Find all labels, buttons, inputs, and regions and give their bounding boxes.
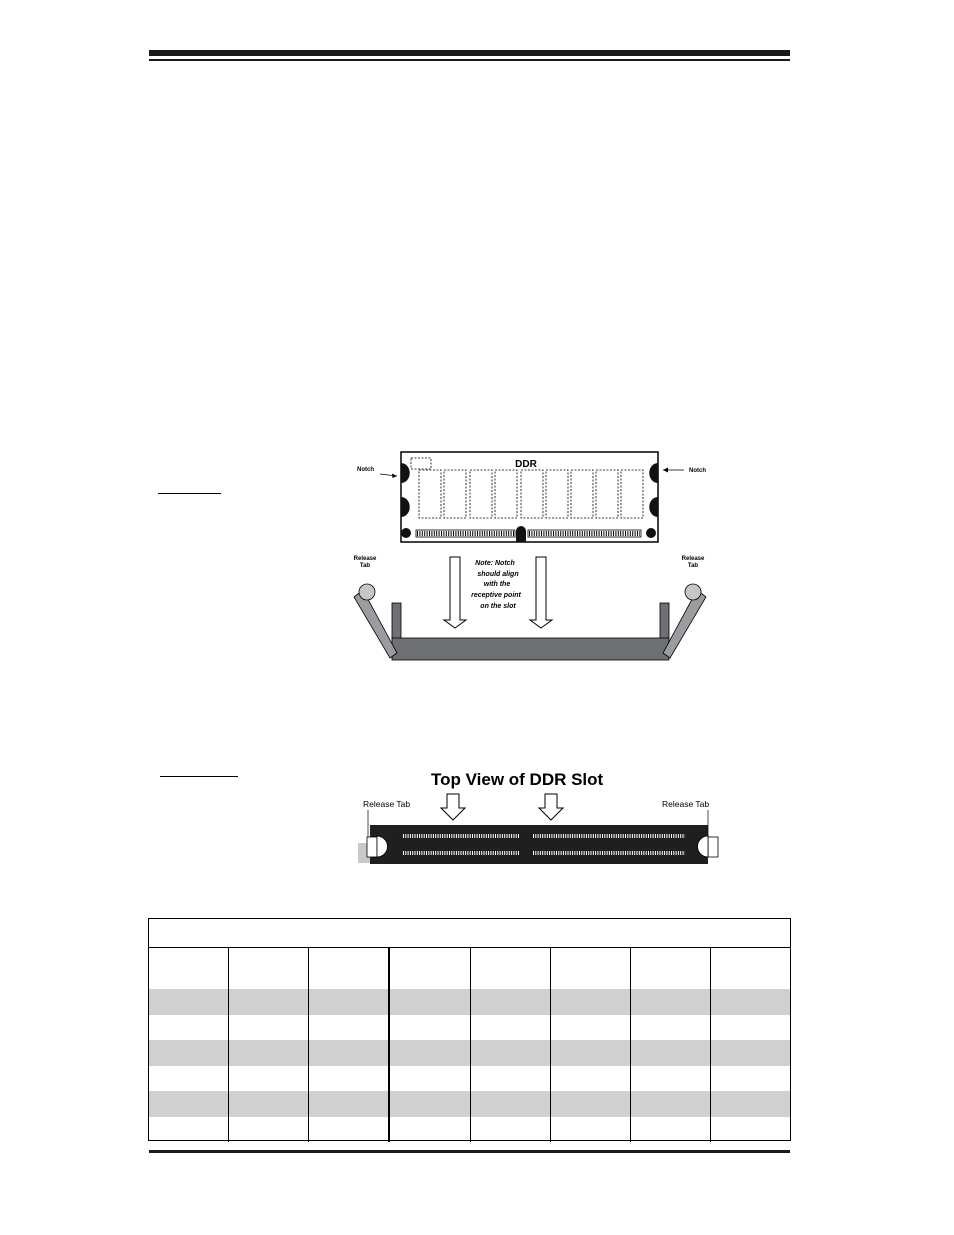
table-row: [149, 1040, 790, 1066]
notch-label-right: Notch: [689, 468, 706, 474]
release-tab-right-line-2: Tab: [687, 563, 699, 569]
table-cell: [388, 989, 469, 1015]
table-cell: [228, 1066, 308, 1092]
table-row: [149, 1015, 790, 1041]
release-tab-left-line-2: Tab: [359, 563, 371, 569]
insertion-arrow-right: [530, 557, 552, 628]
table-cell: [149, 989, 228, 1015]
table-header-cell: [149, 948, 228, 989]
table-cell: [388, 1040, 469, 1066]
note-line-2: should align: [477, 571, 519, 578]
release-tab-lever-left: [354, 584, 397, 658]
top-view-release-tab-left: [367, 836, 388, 857]
table-cell: [388, 1015, 469, 1041]
table-cell: [710, 1066, 790, 1092]
release-tab-label-right: [682, 556, 705, 569]
table-cell: [630, 1091, 710, 1117]
table-cell: [550, 989, 630, 1015]
table-cell: [228, 1117, 308, 1143]
table-cell: [630, 1015, 710, 1041]
table-cell: [630, 1040, 710, 1066]
table-cell: [470, 1066, 550, 1092]
table-row: [149, 1066, 790, 1092]
top-view-title: Top View of DDR Slot: [431, 770, 604, 789]
ddr-module-label: DDR: [515, 459, 537, 470]
table-header-cell: [228, 948, 308, 989]
table-cell: [388, 1091, 469, 1117]
table-cell: [308, 1040, 388, 1066]
table-cell: [228, 1091, 308, 1117]
top-view-release-tab-left-label: Release Tab: [363, 799, 411, 809]
header-rule-thin: [149, 59, 790, 61]
release-tab-label-left: [354, 556, 377, 569]
figure-caption-underline-1: [158, 493, 221, 494]
note-line-3: with the: [483, 581, 511, 588]
ddr-slot-side: [392, 603, 669, 660]
table-cell: [388, 1117, 469, 1143]
note-line-5: on the slot: [480, 603, 516, 610]
table-row: [149, 1091, 790, 1117]
top-view-release-tab-right-label: Release Tab: [662, 799, 710, 809]
table-cell: [228, 1040, 308, 1066]
table-row: [149, 989, 790, 1015]
table-header-cell: [308, 948, 388, 989]
table-cell: [388, 1066, 469, 1092]
table-cell: [149, 1091, 228, 1117]
insertion-arrow-left: [444, 557, 466, 628]
table-header-row: [149, 948, 790, 989]
table-cell: [308, 1117, 388, 1143]
table-header-cell: [388, 948, 469, 989]
table-cell: [630, 989, 710, 1015]
table-cell: [470, 989, 550, 1015]
release-tab-left-line-1: Release: [353, 556, 377, 562]
table-cell: [710, 1091, 790, 1117]
table-cell: [630, 1066, 710, 1092]
table-cell: [308, 1091, 388, 1117]
ddr-slot-top-view-diagram: [355, 765, 735, 870]
table-header-cell: [470, 948, 550, 989]
table-cell: [308, 1066, 388, 1092]
table-cell: [308, 1015, 388, 1041]
table-cell: [550, 1015, 630, 1041]
top-view-release-tab-right: [698, 836, 719, 857]
header-rule-thick: [149, 50, 790, 56]
table-cell: [228, 989, 308, 1015]
footer-rule: [149, 1150, 790, 1153]
table-cell: [149, 1066, 228, 1092]
alignment-note: [471, 560, 521, 610]
top-view-arrow-left: [441, 794, 465, 820]
table-cell: [710, 1015, 790, 1041]
table-cell: [228, 1015, 308, 1041]
table-body: [149, 989, 790, 1142]
table-cell: [710, 1117, 790, 1143]
table-header-cell: [550, 948, 630, 989]
release-tab-lever-right: [663, 584, 706, 658]
table-header-cell: [630, 948, 710, 989]
table-title-row: [149, 919, 790, 948]
table-cell: [550, 1040, 630, 1066]
table-cell: [550, 1091, 630, 1117]
table-cell: [149, 1040, 228, 1066]
table-cell: [308, 989, 388, 1015]
table-cell: [550, 1066, 630, 1092]
table-cell: [149, 1015, 228, 1041]
figure-caption-underline-2: [160, 776, 238, 777]
table-cell: [470, 1091, 550, 1117]
table-cell: [710, 989, 790, 1015]
table-cell: [630, 1117, 710, 1143]
table-cell: [470, 1117, 550, 1143]
ddr-installation-diagram: [340, 445, 740, 670]
table-cell: [470, 1040, 550, 1066]
table-header-cell: [710, 948, 790, 989]
table-cell: [710, 1040, 790, 1066]
top-view-arrow-right: [539, 794, 563, 820]
table-cell: [149, 1117, 228, 1143]
note-line-4: receptive point: [471, 592, 521, 599]
ddr-slot-body: [370, 825, 708, 864]
table-row: [149, 1117, 790, 1143]
release-tab-right-line-1: Release: [681, 556, 705, 562]
notch-label-left: Notch: [357, 467, 374, 473]
memory-support-table: [148, 918, 791, 1141]
table-cell: [550, 1117, 630, 1143]
table-cell: [470, 1015, 550, 1041]
note-line-1: Note: Notch: [475, 560, 515, 567]
